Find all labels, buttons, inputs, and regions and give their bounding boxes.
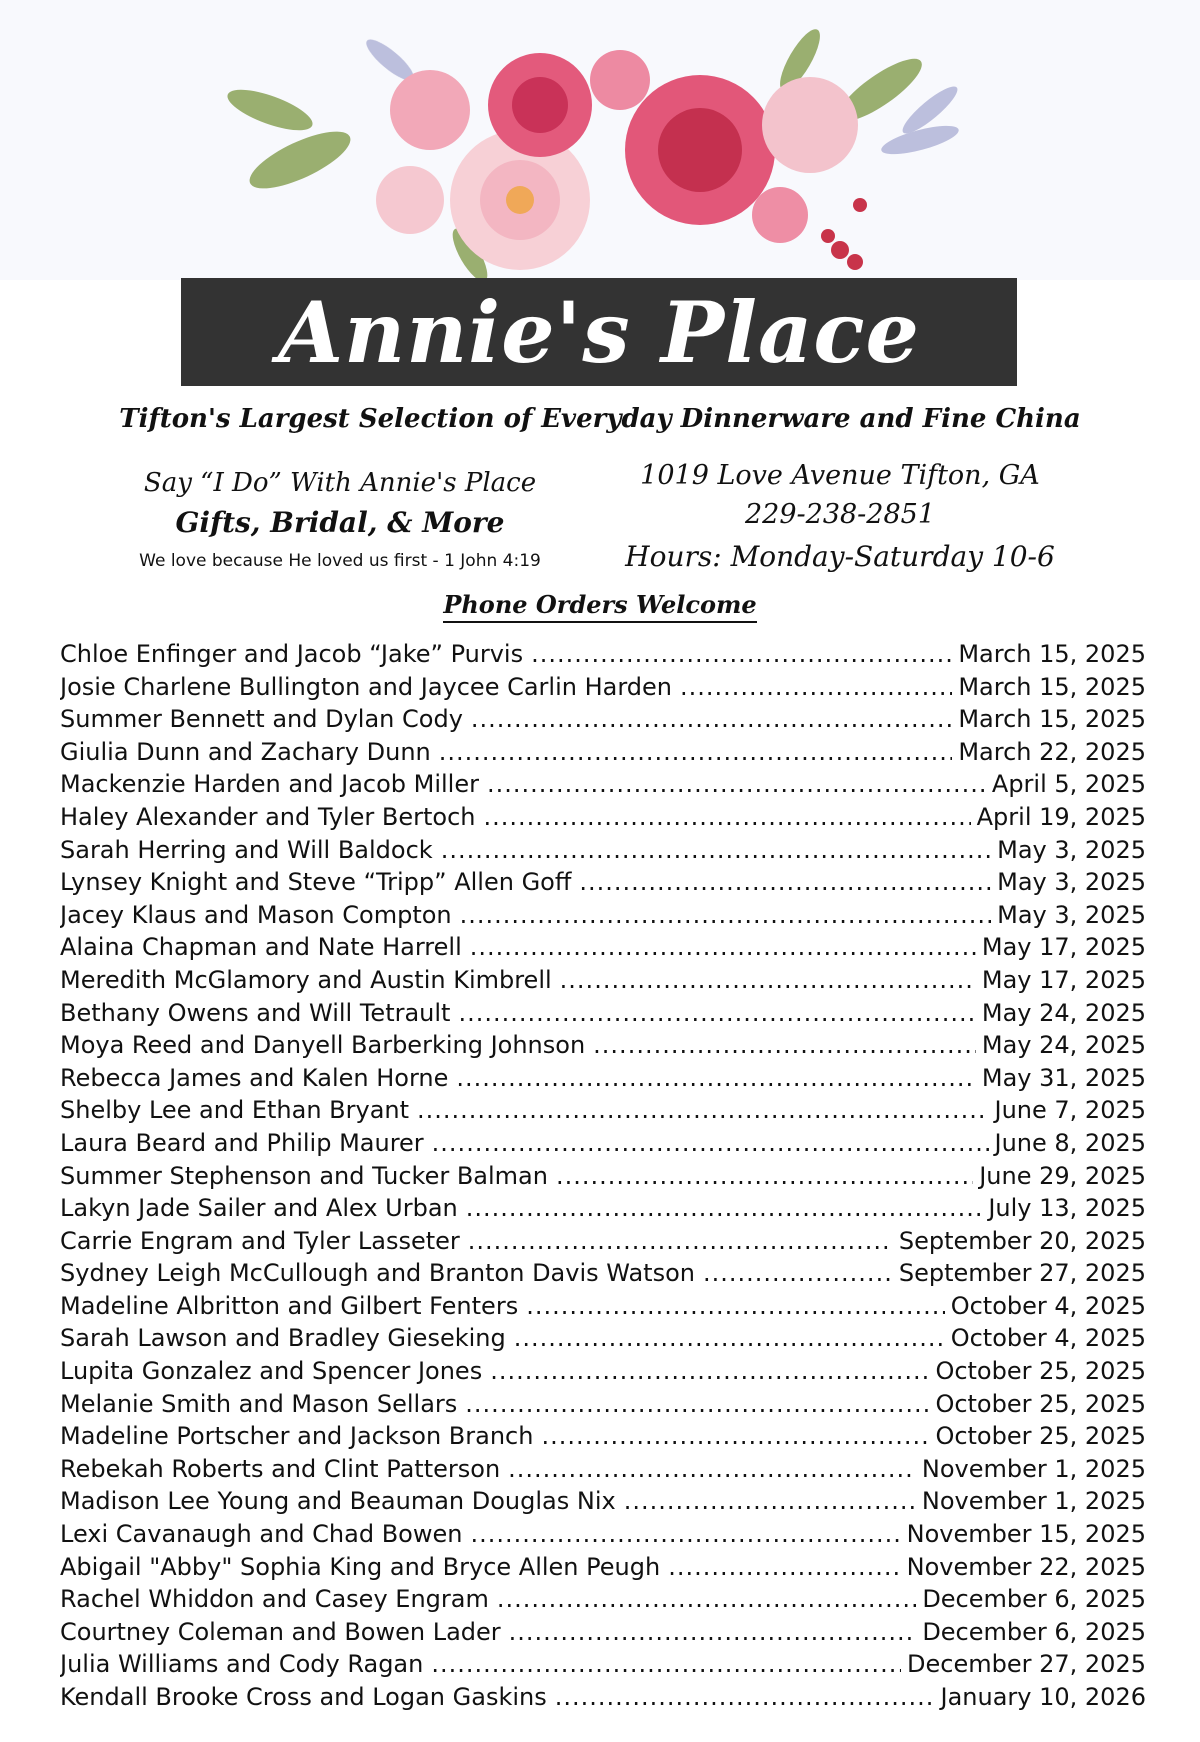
dot-leader [470, 1518, 900, 1551]
registry-row [60, 638, 1146, 671]
dot-leader [556, 1160, 973, 1193]
registry-row [60, 1518, 1146, 1551]
dot-leader [593, 1029, 976, 1062]
dot-leader [624, 1485, 916, 1518]
wedding-date: March 15, 2025 [958, 705, 1146, 734]
phone-number: 229-238-2851 [744, 499, 936, 530]
dot-leader [441, 834, 991, 867]
wedding-date: October 25, 2025 [935, 1389, 1146, 1418]
registry-row [60, 866, 1146, 899]
bridal-registry-list [60, 638, 1146, 1714]
shop-name: Annie's Place [277, 282, 920, 382]
couple-names: Courtney Coleman and Bowen Lader [60, 1617, 501, 1646]
wedding-date: March 22, 2025 [958, 737, 1146, 766]
dot-leader [531, 638, 952, 671]
wedding-date: May 3, 2025 [997, 835, 1146, 864]
registry-row [60, 1029, 1146, 1062]
store-hours: Hours: Monday-Saturday 10-6 [625, 540, 1055, 573]
registry-row [60, 1485, 1146, 1518]
couple-names: Melanie Smith and Mason Sellars [60, 1389, 458, 1418]
wedding-date: December 6, 2025 [922, 1617, 1146, 1646]
couple-names: Sydney Leigh McCullough and Branton Davis Watson [60, 1259, 695, 1288]
wedding-date: November 15, 2025 [906, 1520, 1146, 1549]
wedding-date: May 3, 2025 [997, 900, 1146, 929]
dot-leader [668, 1551, 900, 1584]
couple-names: Laura Beard and Philip Maurer [60, 1128, 424, 1157]
registry-row [60, 899, 1146, 932]
phone-orders-heading [0, 590, 1200, 619]
phone-orders-label: Phone Orders Welcome [443, 590, 756, 623]
couple-names: Chloe Enfinger and Jacob “Jake” Purvis [60, 640, 524, 668]
wedding-date: July 13, 2025 [988, 1194, 1146, 1223]
dot-leader [509, 1616, 917, 1649]
wedding-date: November 1, 2025 [921, 1454, 1146, 1483]
registry-row [60, 1094, 1146, 1127]
wedding-date: October 4, 2025 [950, 1324, 1146, 1353]
registry-row [60, 1551, 1146, 1584]
wedding-date: September 27, 2025 [898, 1259, 1146, 1288]
dot-leader [514, 1322, 945, 1355]
dot-leader [680, 671, 952, 704]
couple-names: Summer Stephenson and Tucker Balman [60, 1161, 548, 1190]
dot-leader [458, 997, 975, 1030]
wedding-date: October 4, 2025 [950, 1291, 1146, 1320]
wedding-date: March 15, 2025 [958, 640, 1146, 668]
couple-names: Haley Alexander and Tyler Bertoch [60, 802, 476, 831]
couple-names: Lexi Cavanaugh and Chad Bowen [60, 1520, 463, 1549]
couple-names: Madison Lee Young and Beauman Douglas Nix [60, 1487, 616, 1516]
registry-row [60, 768, 1146, 801]
couple-names: Meredith McGlamory and Austin Kimbrell [60, 965, 552, 994]
couple-names: Sarah Herring and Will Baldock [60, 835, 433, 864]
wedding-date: January 10, 2026 [940, 1683, 1146, 1711]
wedding-date: May 24, 2025 [981, 998, 1146, 1027]
registry-row [60, 1648, 1146, 1681]
wedding-date: May 3, 2025 [997, 868, 1146, 897]
couple-names: Lakyn Jade Sailer and Alex Urban [60, 1194, 458, 1223]
slogan: Say “I Do” With Annie's Place [143, 468, 537, 498]
registry-row [60, 1257, 1146, 1290]
registry-row [60, 1681, 1146, 1714]
couple-names: Lupita Gonzalez and Spencer Jones [60, 1357, 483, 1386]
registry-row [60, 1616, 1146, 1649]
dot-leader [468, 1225, 893, 1258]
registry-row [60, 671, 1146, 704]
wedding-date: May 17, 2025 [981, 933, 1146, 962]
wedding-date: November 22, 2025 [906, 1552, 1146, 1581]
dot-leader [703, 1257, 893, 1290]
couple-names: Abigail "Abby" Sophia King and Bryce Allen Peugh [60, 1552, 661, 1581]
wedding-date: May 31, 2025 [981, 1063, 1146, 1092]
dot-leader [470, 931, 976, 964]
dot-leader [466, 1192, 983, 1225]
wedding-date: June 8, 2025 [994, 1128, 1146, 1157]
dot-leader [497, 1583, 916, 1616]
registry-row [60, 1355, 1146, 1388]
dot-leader [456, 1062, 975, 1095]
couple-names: Julia Williams and Cody Ragan [60, 1650, 424, 1679]
wedding-date: December 6, 2025 [922, 1585, 1146, 1614]
dot-leader [417, 1094, 988, 1127]
couple-names: Rebekah Roberts and Clint Patterson [60, 1454, 501, 1483]
wedding-date: October 25, 2025 [935, 1422, 1146, 1451]
couple-names: Rachel Whiddon and Casey Engram [60, 1585, 489, 1614]
dot-leader [487, 768, 986, 801]
left-info-block [100, 468, 580, 571]
dot-leader [579, 866, 991, 899]
couple-names: Moya Reed and Danyell Barberking Johnson [60, 1031, 586, 1060]
dot-leader [439, 736, 953, 769]
dot-leader [508, 1453, 916, 1486]
dot-leader [560, 964, 976, 997]
dot-leader [490, 1355, 929, 1388]
floral-arrangement-image [0, 0, 1200, 280]
services-text: Gifts, Bridal, & More [175, 506, 505, 539]
couple-names: Jacey Klaus and Mason Compton [60, 900, 452, 929]
registry-row [60, 1062, 1146, 1095]
wedding-date: June 29, 2025 [979, 1161, 1146, 1190]
couple-names: Kendall Brooke Cross and Logan Gaskins [60, 1683, 547, 1711]
dot-leader [526, 1290, 945, 1323]
wedding-date: May 17, 2025 [981, 965, 1146, 994]
wedding-date: March 15, 2025 [958, 672, 1146, 701]
registry-row [60, 801, 1146, 834]
dot-leader [541, 1420, 929, 1453]
couple-names: Shelby Lee and Ethan Bryant [60, 1096, 410, 1125]
registry-row [60, 1322, 1146, 1355]
registry-row [60, 1420, 1146, 1453]
dot-leader [471, 703, 952, 736]
registry-row [60, 703, 1146, 736]
couple-names: Lynsey Knight and Steve “Tripp” Allen Goff [60, 868, 572, 897]
wedding-date: October 25, 2025 [935, 1357, 1146, 1386]
registry-row [60, 1127, 1146, 1160]
wedding-date: September 20, 2025 [898, 1226, 1146, 1255]
registry-row [60, 931, 1146, 964]
registry-row [60, 1192, 1146, 1225]
registry-row [60, 1160, 1146, 1193]
tagline: Tifton's Largest Selection of Everyday Dinnerware and Fine China [119, 404, 1081, 434]
registry-row [60, 736, 1146, 769]
wedding-date: April 5, 2025 [991, 770, 1146, 799]
dot-leader [432, 1127, 989, 1160]
registry-row [60, 1583, 1146, 1616]
dot-leader [460, 899, 992, 932]
couple-names: Madeline Albritton and Gilbert Fenters [60, 1291, 519, 1320]
couple-names: Summer Bennett and Dylan Cody [60, 705, 463, 734]
registry-row [60, 1225, 1146, 1258]
dot-leader [465, 1388, 929, 1421]
shop-name-banner [181, 278, 1017, 386]
dot-leader [431, 1648, 901, 1681]
store-address: 1019 Love Avenue Tifton, GA [640, 460, 1040, 491]
dot-leader [555, 1681, 935, 1714]
bible-verse: We love because He loved us first - 1 John 4:19 [139, 551, 541, 571]
couple-names: Rebecca James and Kalen Horne [60, 1063, 449, 1092]
wedding-date: April 19, 2025 [976, 802, 1146, 831]
registry-row [60, 834, 1146, 867]
registry-row [60, 997, 1146, 1030]
registry-row [60, 1388, 1146, 1421]
couple-names: Carrie Engram and Tyler Lasseter [60, 1226, 460, 1255]
wedding-date: December 27, 2025 [907, 1650, 1146, 1679]
couple-names: Josie Charlene Bullington and Jaycee Carlin Harden [60, 672, 673, 701]
contact-info-block [600, 460, 1080, 573]
couple-names: Sarah Lawson and Bradley Gieseking [60, 1324, 506, 1353]
registry-row [60, 964, 1146, 997]
couple-names: Giulia Dunn and Zachary Dunn [60, 737, 431, 766]
wedding-date: May 24, 2025 [981, 1031, 1146, 1060]
couple-names: Alaina Chapman and Nate Harrell [60, 933, 462, 962]
couple-names: Madeline Portscher and Jackson Branch [60, 1422, 534, 1451]
registry-row [60, 1453, 1146, 1486]
registry-row [60, 1290, 1146, 1323]
couple-names: Mackenzie Harden and Jacob Miller [60, 770, 479, 799]
couple-names: Bethany Owens and Will Tetrault [60, 998, 451, 1027]
wedding-date: November 1, 2025 [921, 1487, 1146, 1516]
wedding-date: June 7, 2025 [994, 1096, 1146, 1125]
dot-leader [484, 801, 971, 834]
